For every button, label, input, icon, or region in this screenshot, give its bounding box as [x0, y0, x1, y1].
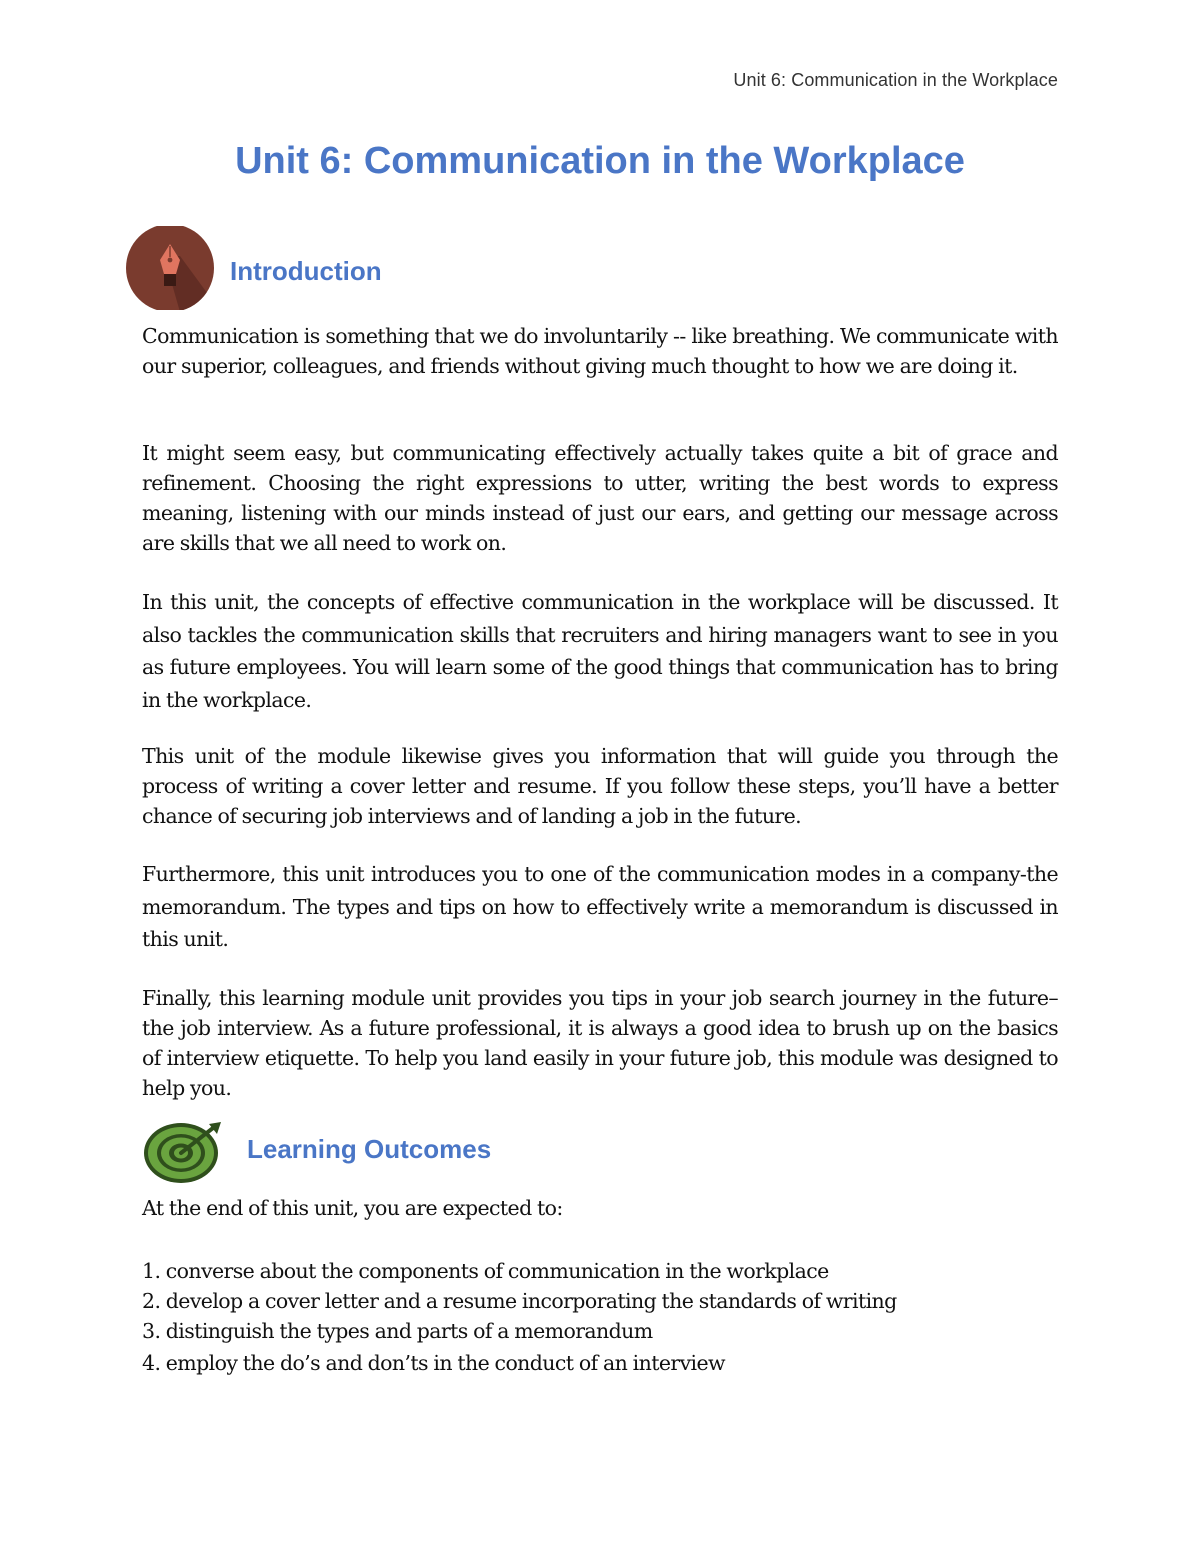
- intro-paragraph-2: [142, 438, 1058, 558]
- outcomes-list: [142, 1256, 1058, 1378]
- paragraph-text: In this unit, the concepts of effective communication in the workplace will be discussed. It also tackles the communication skills that recruiters and hiring managers want to see in you as future employees. You will learn some of the good things that communication has to bring in the workplace.: [142, 590, 1058, 712]
- fountain-pen-icon: [124, 226, 216, 314]
- learning-outcomes-title: Learning Outcomes: [247, 1133, 492, 1164]
- lead-text: At the end of this unit, you are expected to:: [142, 1196, 563, 1220]
- target-icon: [143, 1120, 225, 1188]
- running-header: Unit 6: Communication in the Workplace: [733, 70, 1058, 90]
- intro-paragraph-3: [142, 586, 1058, 716]
- outcome-item: 2. develop a cover letter and a resume incorporating the standards of writing: [142, 1289, 897, 1313]
- paragraph-text: Communication is something that we do involuntarily -- like breathing. We communicate with our superior, colleagues, and friends without giving much thought to how we are doing it.: [142, 324, 1058, 378]
- introduction-heading: [124, 226, 382, 314]
- outcome-item: 3. distinguish the types and parts of a memorandum: [142, 1319, 653, 1343]
- page-title: Unit 6: Communication in the Workplace: [235, 140, 965, 182]
- introduction-title: Introduction: [230, 255, 382, 286]
- paragraph-text: This unit of the module likewise gives you information that will guide you through the process of writing a cover letter and resume. If you follow these steps, you’ll have a better chance of securing job interviews and of landing a job in the future.: [142, 744, 1058, 828]
- outcome-item: 4. employ the do’s and don’ts in the conduct of an interview: [142, 1351, 725, 1375]
- intro-paragraph-4: [142, 741, 1058, 831]
- learning-outcomes-heading: [143, 1120, 491, 1188]
- paragraph-text: It might seem easy, but communicating effectively actually takes quite a bit of grace and refinement. Choosing the right expressions to utter, writing the best words to express meaning, listening with our minds instead of just our ears, and getting our message across are skills that we all need to work on.: [142, 441, 1058, 555]
- paragraph-text: Furthermore, this unit introduces you to one of the communication modes in a company-the memorandum. The types and tips on how to effectively write a memorandum is discussed in this unit.: [142, 862, 1058, 951]
- intro-paragraph-1: [142, 321, 1058, 381]
- paragraph-text: Finally, this learning module unit provides you tips in your job search journey in the future– the job interview. As a future professional, it is always a good idea to brush up on the basics of interview etiquette. To help you land easily in your future job, this module was designed to help you.: [142, 986, 1058, 1100]
- outcome-item: 1. converse about the components of communication in the workplace: [142, 1259, 829, 1283]
- outcomes-lead: [142, 1193, 1058, 1223]
- intro-paragraph-5: [142, 858, 1058, 956]
- intro-paragraph-6: [142, 983, 1058, 1103]
